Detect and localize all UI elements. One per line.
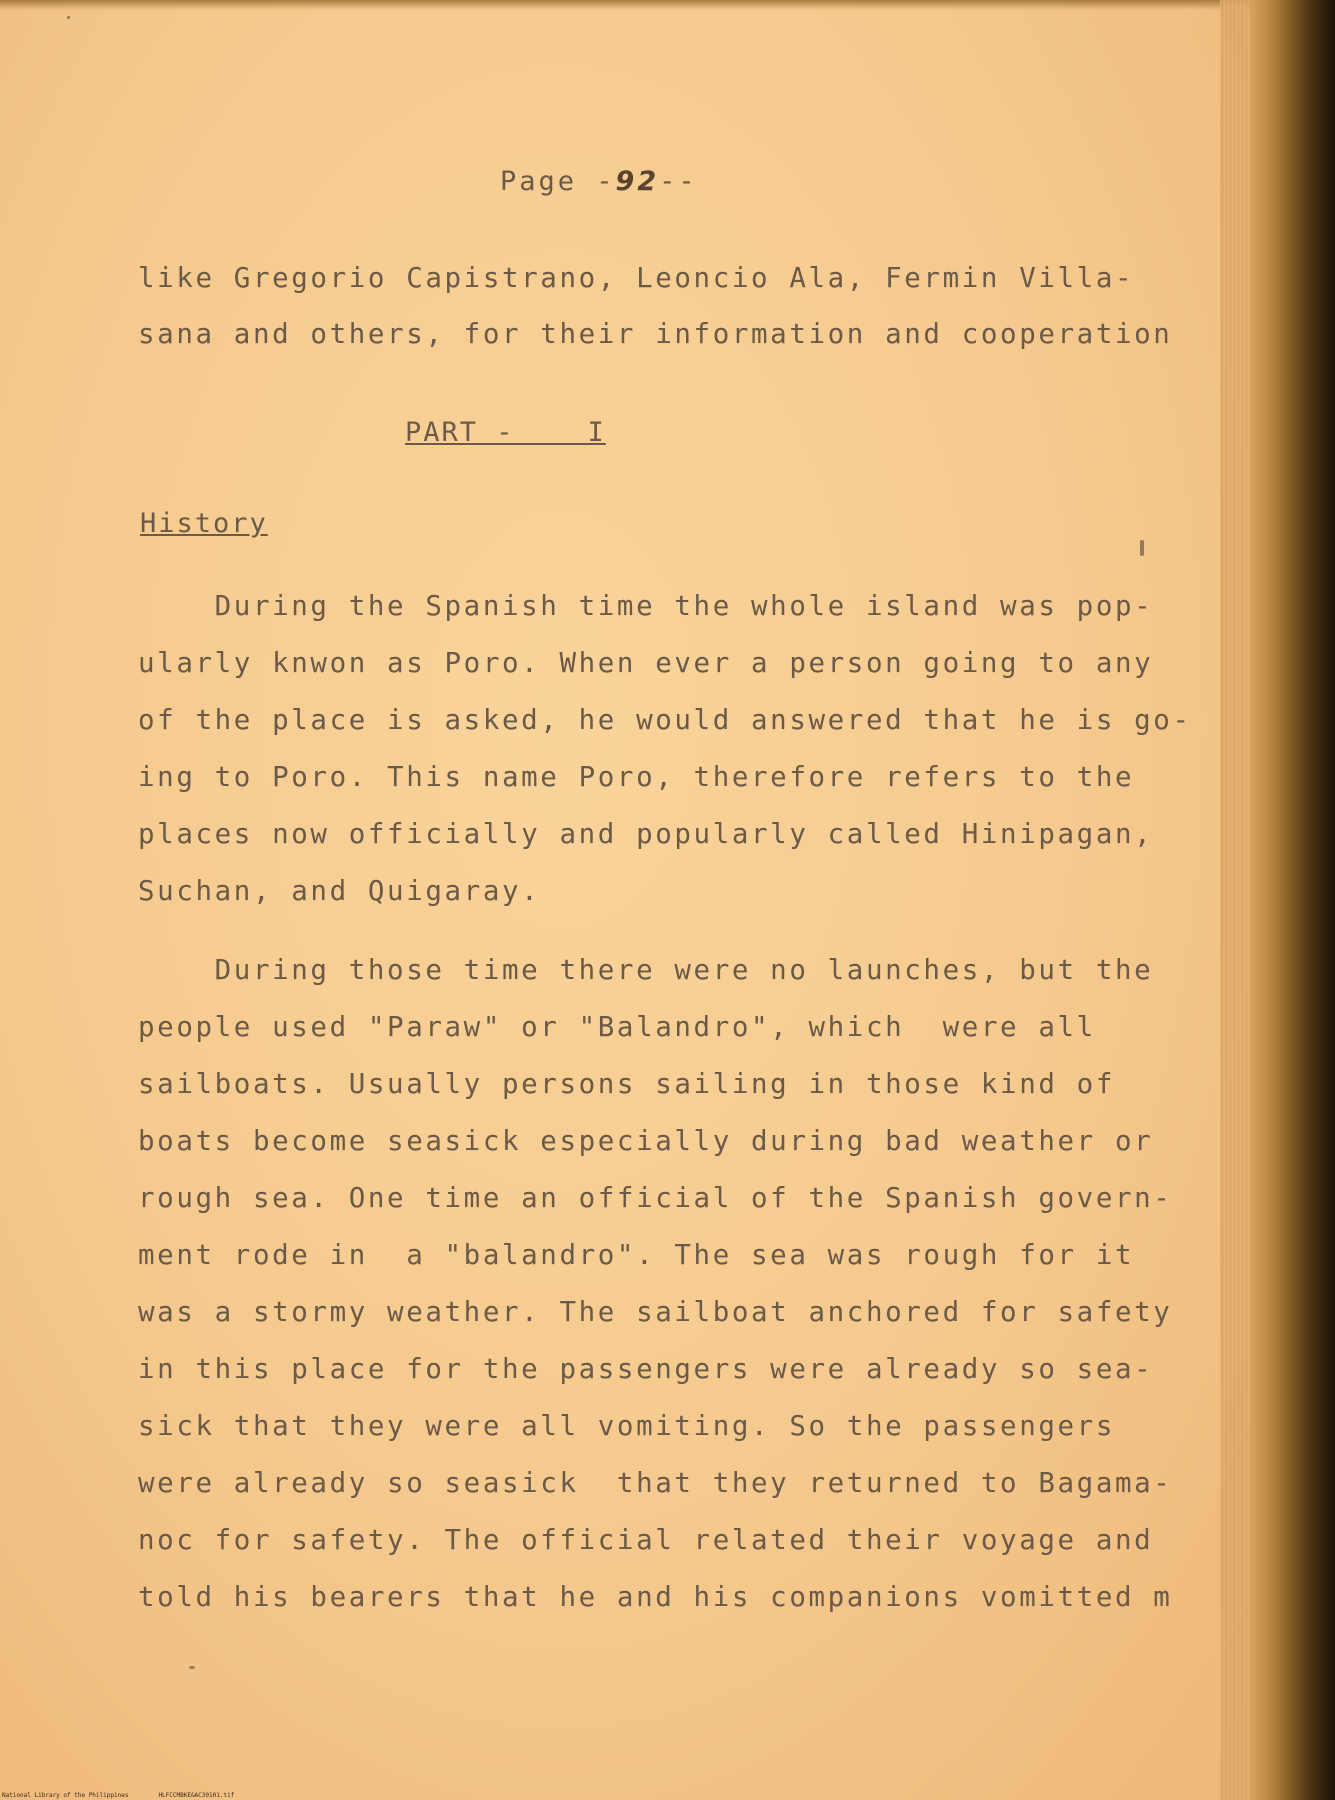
ink-speck: [67, 16, 70, 19]
paragraph-line: During those time there were no launches, but the: [138, 954, 1154, 986]
ink-mark: [1140, 540, 1144, 556]
section-heading: History: [140, 508, 268, 539]
paragraph-line: During the Spanish time the whole island was pop-: [138, 590, 1154, 622]
paragraph-line: of the place is asked, he would answered that he is go-: [138, 704, 1192, 736]
part-heading: PART - I: [405, 417, 606, 448]
paragraph-line: Suchan, and Quigaray.: [138, 875, 541, 907]
intro-line: like Gregorio Capistrano, Leoncio Ala, Fermin Villa-: [138, 262, 1135, 294]
paragraph-line: ing to Poro. This name Poro, therefore refers to the: [138, 761, 1135, 793]
paragraph-line: people used "Paraw" or "Balandro", which were all: [138, 1011, 1096, 1043]
paragraph-line: boats become seasick especially during bad weather or: [138, 1125, 1154, 1157]
page-number: 92: [615, 166, 660, 197]
page-header-label: Page -: [500, 166, 616, 197]
paragraph-line: rough sea. One time an official of the Spanish govern-: [138, 1182, 1173, 1214]
paragraph-line: noc for safety. The official related their voyage and: [138, 1524, 1154, 1556]
page-stack-edge: [1220, 0, 1250, 1800]
paragraph-line: was a stormy weather. The sailboat anchored for safety: [138, 1296, 1173, 1328]
paragraph-line: ment rode in a "balandro". The sea was rough for it: [138, 1239, 1135, 1271]
page-header-suffix: --: [659, 166, 698, 197]
paragraph-line: sick that they were all vomiting. So the passengers: [138, 1410, 1115, 1442]
top-shadow: [0, 0, 1250, 10]
footer-source: National Library of the Philippines: [2, 1792, 129, 1799]
paragraph-line: sailboats. Usually persons sailing in those kind of: [138, 1068, 1115, 1100]
book-binding: [1250, 0, 1335, 1800]
paragraph-line: in this place for the passengers were already so sea-: [138, 1353, 1154, 1385]
page-header: [500, 166, 698, 197]
paragraph-line: places now officially and popularly called Hinipagan,: [138, 818, 1154, 850]
ink-speck: [189, 1666, 195, 1669]
paragraph-line: were already so seasick that they returned to Bagama-: [138, 1467, 1173, 1499]
intro-line: sana and others, for their information and cooperation: [138, 318, 1173, 350]
scan-footer: [2, 1792, 264, 1799]
footer-file-id: HLFCCMBKE&AC30101.tif: [158, 1792, 235, 1799]
paragraph-line: ularly knwon as Poro. When ever a person going to any: [138, 647, 1154, 679]
paragraph-line: told his bearers that he and his companions vomitted m: [138, 1581, 1173, 1613]
